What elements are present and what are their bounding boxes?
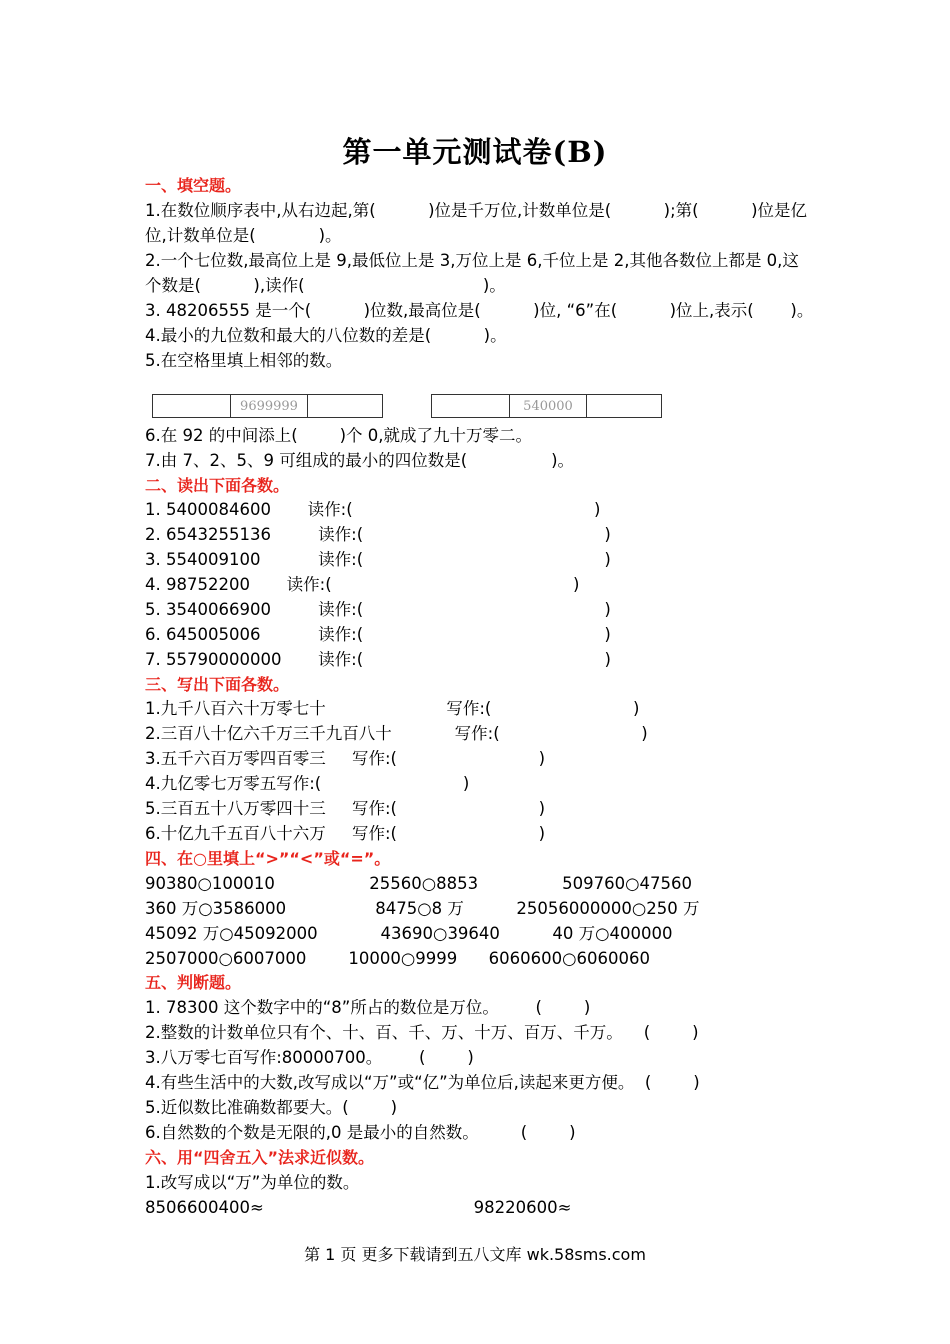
question-line: 5.近似数比准确数都要大。( )	[145, 1098, 398, 1117]
question-line: 6. 645005006 读作:( )	[145, 625, 611, 644]
question-line: 1.改写成以“万”为单位的数。	[145, 1173, 360, 1192]
question-line: 1.九千八百六十万零七十 写作:( )	[145, 699, 640, 718]
given-number-cell: 540000	[509, 395, 586, 417]
question-line: 45092 万○45092000 43690○39640 40 万○400000	[145, 924, 673, 943]
question-line: 4.有些生活中的大数,改写成以“万”或“亿”为单位后,读起来更方便。 ( )	[145, 1073, 700, 1092]
page-title: 第一单元测试卷(B)	[342, 135, 608, 169]
question-line: 4.最小的九位数和最大的八位数的差是( )。	[145, 326, 507, 345]
question-line: 7.由 7、2、5、9 可组成的最小的四位数是( )。	[145, 451, 575, 470]
question-line: 2. 6543255136 读作:( )	[145, 525, 611, 544]
section-heading-compare: 四、在○里填上“>”“<”或“=”。	[145, 849, 391, 868]
given-number-cell: 9699999	[230, 395, 307, 417]
question-line: 6.在 92 的中间添上( )个 0,就成了九十万零二。	[145, 426, 533, 445]
blank-cell[interactable]	[153, 395, 230, 417]
question-line: 5. 3540066900 读作:( )	[145, 600, 611, 619]
question-line: 1. 78300 这个数字中的“8”所占的数位是万位。 ( )	[145, 998, 591, 1017]
question-line: 5.在空格里填上相邻的数。	[145, 351, 343, 370]
question-line: 1. 5400084600 读作:( )	[145, 500, 601, 519]
question-line: 1.在数位顺序表中,从右边起,第( )位是千万位,计数单位是( );第( )位是亿	[145, 201, 808, 220]
section-heading-fill-blank: 一、填空题。	[145, 176, 242, 195]
neighbor-number-table-right	[431, 394, 662, 418]
question-line: 2.整数的计数单位只有个、十、百、千、万、十万、百万、千万。 ( )	[145, 1023, 699, 1042]
question-line: 6.十亿九千五百八十六万 写作:( )	[145, 824, 546, 843]
question-line: 4.九亿零七万零五写作:( )	[145, 774, 470, 793]
question-line: 90380○100010 25560○8853 509760○47560	[145, 874, 692, 893]
question-line: 3. 48206555 是一个( )位数,最高位是( )位, “6”在( )位上,表示( )。	[145, 301, 814, 320]
question-line: 个数是( ),读作( )。	[145, 276, 506, 295]
question-line: 5.三百五十八万零四十三 写作:( )	[145, 799, 546, 818]
question-line: 6.自然数的个数是无限的,0 是最小的自然数。 ( )	[145, 1123, 576, 1142]
page-footer: 第 1 页 更多下载请到五八文库 wk.58sms.com	[304, 1245, 646, 1264]
question-line: 2507000○6007000 10000○9999 6060600○6060060	[145, 949, 651, 968]
question-line: 2.三百八十亿六千万三千九百八十 写作:( )	[145, 724, 648, 743]
section-heading-rounding: 六、用“四舍五入”法求近似数。	[145, 1148, 375, 1167]
question-line: 3.八万零七百写作:80000700。 ( )	[145, 1048, 474, 1067]
question-line: 4. 98752200 读作:( )	[145, 575, 580, 594]
question-line: 8506600400≈ 98220600≈	[145, 1198, 572, 1217]
neighbor-number-table-left	[152, 394, 383, 418]
question-line: 2.一个七位数,最高位上是 9,最低位上是 3,万位上是 6,千位上是 2,其他各数位上都是 0,这	[145, 251, 799, 270]
question-line: 360 万○3586000 8475○8 万 25056000000○250 万	[145, 899, 700, 918]
blank-cell[interactable]	[432, 395, 509, 417]
blank-cell[interactable]	[307, 395, 382, 417]
section-heading-true-false: 五、判断题。	[145, 973, 242, 992]
question-line: 位,计数单位是( )。	[145, 226, 342, 245]
blank-cell[interactable]	[586, 395, 661, 417]
section-heading-read-numbers: 二、读出下面各数。	[145, 476, 290, 495]
section-heading-write-numbers: 三、写出下面各数。	[145, 675, 290, 694]
question-line: 7. 55790000000 读作:( )	[145, 650, 611, 669]
question-line: 3.五千六百万零四百零三 写作:( )	[145, 749, 546, 768]
question-line: 3. 554009100 读作:( )	[145, 550, 611, 569]
